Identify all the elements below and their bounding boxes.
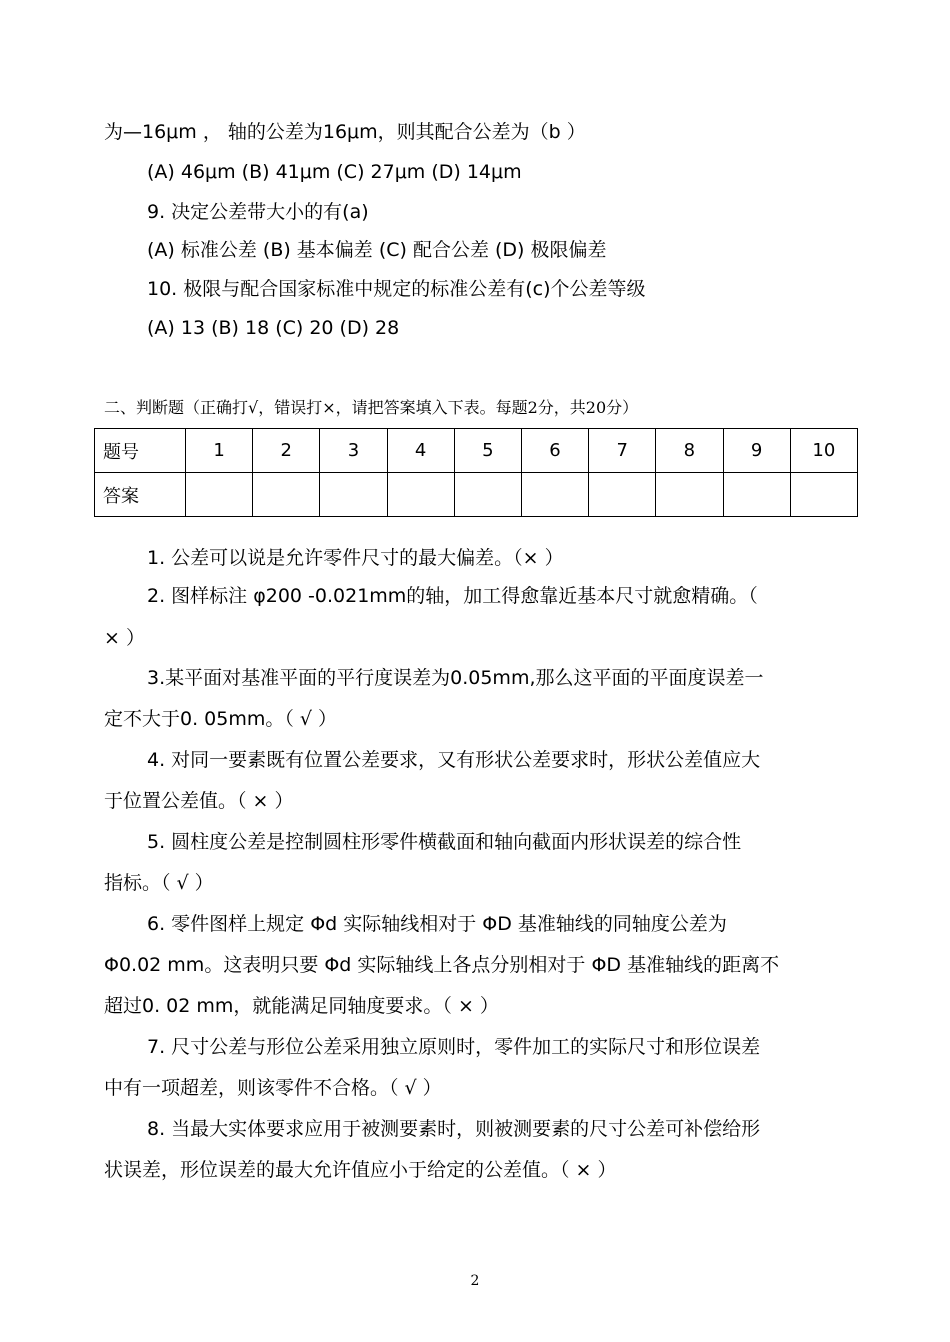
judgment-6-line3: 超过0. 02 mm，就能满足同轴度要求。（ × ） xyxy=(104,995,499,1017)
answer-cell[interactable] xyxy=(656,473,723,517)
page-number: 2 xyxy=(470,1273,480,1289)
judgment-3-line2: 定不大于0. 05mm。（ √ ） xyxy=(104,708,338,730)
judgment-6-line2: Φ0.02 mm。这表明只要 Φd 实际轴线上各点分别相对于 ΦD 基准轴线的距离不 xyxy=(104,954,780,976)
q10-question: 10. 极限与配合国家标准中规定的标准公差有(c)个公差等级 xyxy=(147,278,646,300)
answer-cell[interactable] xyxy=(454,473,521,517)
q10-options: (A) 13 (B) 18 (C) 20 (D) 28 xyxy=(147,317,400,339)
table-row-numbers xyxy=(95,429,858,473)
answer-cell[interactable] xyxy=(521,473,588,517)
question-number-cell: 8 xyxy=(656,429,723,473)
question-number-cell: 4 xyxy=(387,429,454,473)
judgment-1: 1. 公差可以说是允许零件尺寸的最大偏差。（× ） xyxy=(147,547,564,569)
judgment-7-line2: 中有一项超差，则该零件不合格。（ √ ） xyxy=(104,1077,442,1099)
judgment-5-line1: 5. 圆柱度公差是控制圆柱形零件横截面和轴向截面内形状误差的综合性 xyxy=(147,831,742,853)
question-number-cell: 5 xyxy=(454,429,521,473)
judgment-8-line2: 状误差，形位误差的最大允许值应小于给定的公差值。（ × ） xyxy=(104,1159,617,1181)
q8-tail-text: 为—16μm ， 轴的公差为16μm，则其配合公差为（b ） xyxy=(104,121,586,143)
question-number-cell: 1 xyxy=(186,429,253,473)
judgment-6-line1: 6. 零件图样上规定 Φd 实际轴线相对于 ΦD 基准轴线的同轴度公差为 xyxy=(147,913,727,935)
judgment-8-line1: 8. 当最大实体要求应用于被测要素时，则被测要素的尺寸公差可补偿给形 xyxy=(147,1118,761,1140)
judgment-4-line2: 于位置公差值。（ × ） xyxy=(104,790,294,812)
q9-question: 9. 决定公差带大小的有(a) xyxy=(147,201,369,223)
question-number-cell: 6 xyxy=(521,429,588,473)
row-label-answer: 答案 xyxy=(95,473,186,517)
judgment-4-line1: 4. 对同一要素既有位置公差要求，又有形状公差要求时，形状公差值应大 xyxy=(147,749,761,771)
judgment-5-line2: 指标。（ √ ） xyxy=(104,872,214,894)
question-number-cell: 2 xyxy=(253,429,320,473)
answer-table xyxy=(94,428,858,517)
section-heading: 二、判断题（正确打√，错误打×，请把答案填入下表。每题2分，共20分） xyxy=(104,398,639,417)
judgment-2-line1: 2. 图样标注 φ200 -0.021mm的轴，加工得愈靠近基本尺寸就愈精确。（ xyxy=(147,585,758,607)
table-row-answers xyxy=(95,473,858,517)
answer-cell[interactable] xyxy=(387,473,454,517)
judgment-3-line1: 3.某平面对基准平面的平行度误差为0.05mm,那么这平面的平面度误差一 xyxy=(147,667,764,689)
answer-cell[interactable] xyxy=(790,473,857,517)
answer-cell[interactable] xyxy=(186,473,253,517)
row-label-number: 题号 xyxy=(95,429,186,473)
answer-cell[interactable] xyxy=(723,473,790,517)
question-number-cell: 9 xyxy=(723,429,790,473)
answer-cell[interactable] xyxy=(253,473,320,517)
question-number-cell: 10 xyxy=(790,429,857,473)
judgment-7-line1: 7. 尺寸公差与形位公差采用独立原则时，零件加工的实际尺寸和形位误差 xyxy=(147,1036,761,1058)
question-number-cell: 3 xyxy=(320,429,387,473)
judgment-2-line2: × ） xyxy=(104,627,145,649)
q9-options: (A) 标准公差 (B) 基本偏差 (C) 配合公差 (D) 极限偏差 xyxy=(147,239,607,261)
answer-cell[interactable] xyxy=(589,473,656,517)
answer-cell[interactable] xyxy=(320,473,387,517)
question-number-cell: 7 xyxy=(589,429,656,473)
q8-options: (A) 46μm (B) 41μm (C) 27μm (D) 14μm xyxy=(147,161,522,183)
